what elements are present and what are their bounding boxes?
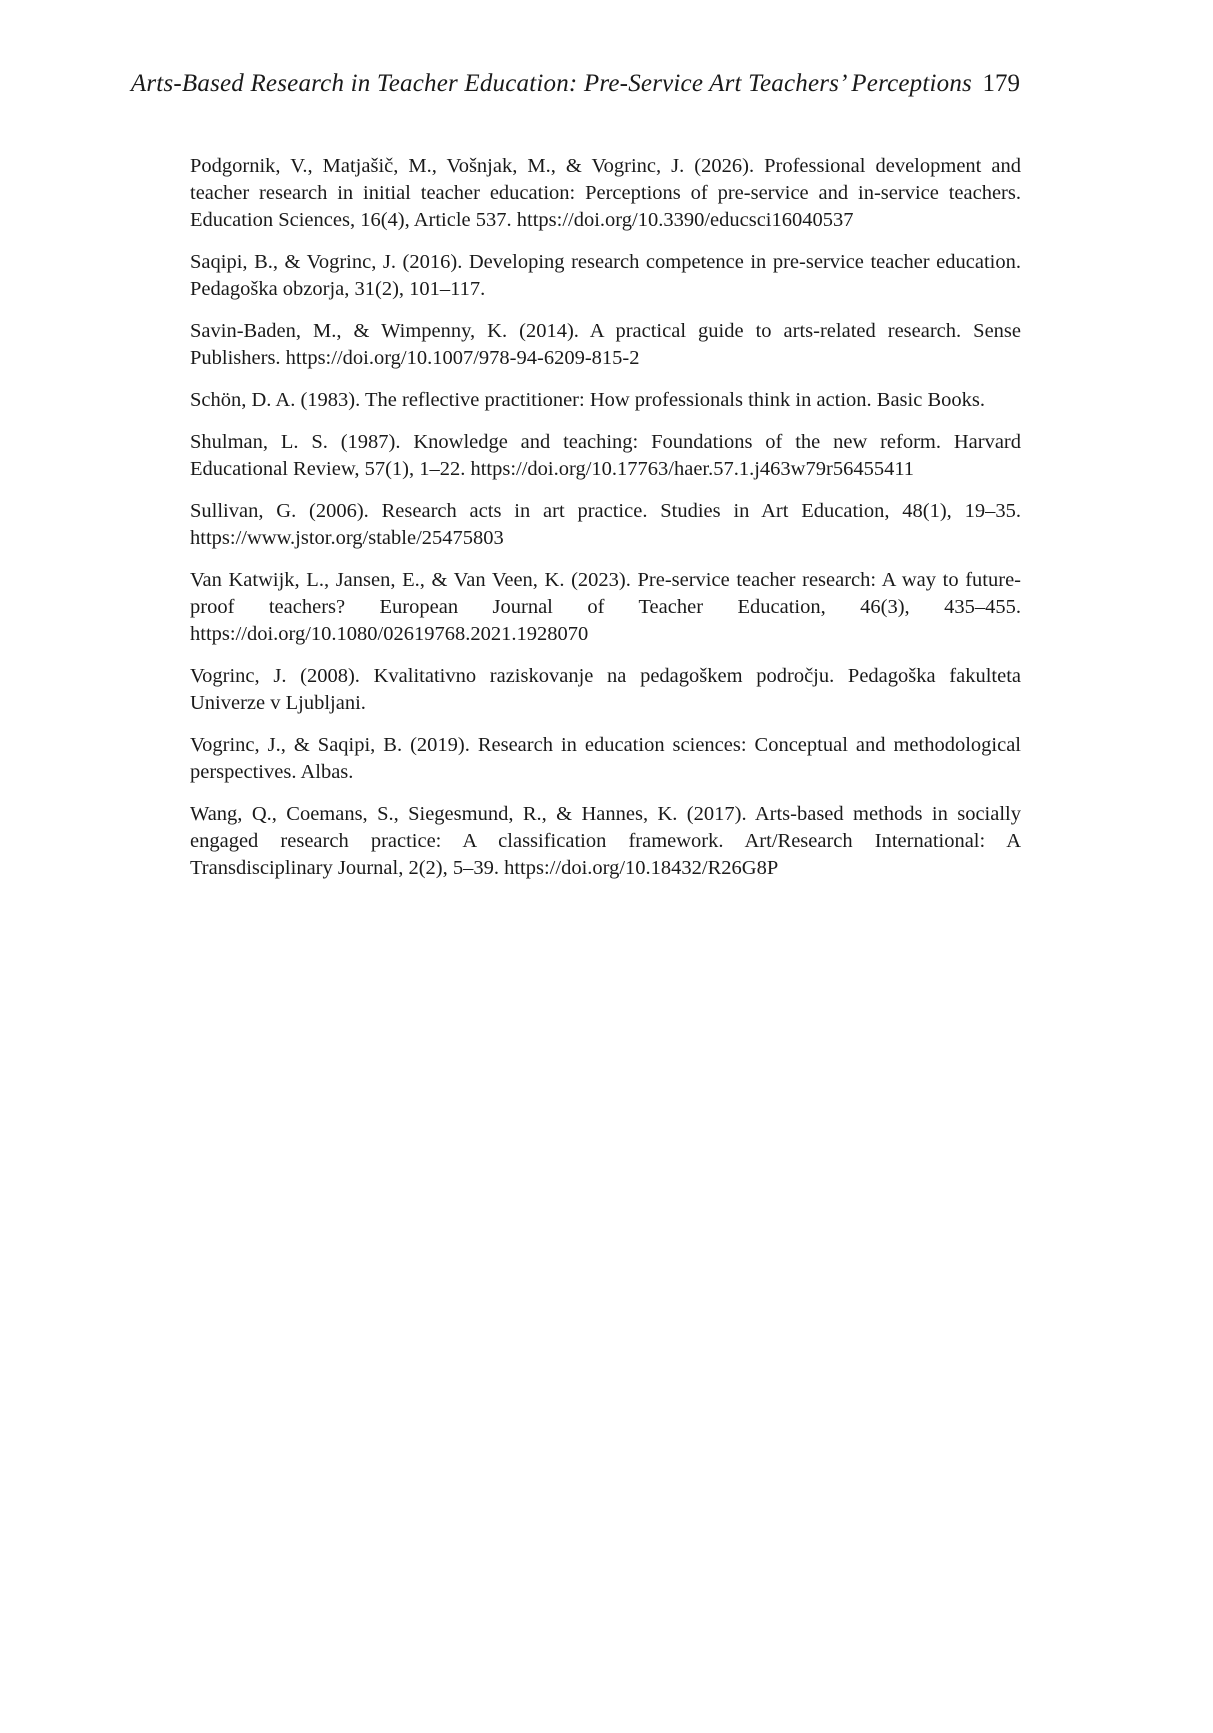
reference-item: Schön, D. A. (1983). The reflective practitioner: How professionals think in action. Basic Books. <box>190 389 985 411</box>
running-title: Arts-Based Research in Teacher Education: Pre-Service Art Teachers’ Perceptions <box>130 70 972 97</box>
reference-item: Vogrinc, J. (2008). Kvalitativno raziskovanje na pedagoškem področju. Pedagoška fakulteta Univerze v Ljubljani. <box>190 665 1021 714</box>
page-number: 179 <box>982 70 1020 97</box>
reference-list <box>190 153 1021 897</box>
reference-item: Van Katwijk, L., Jansen, E., & Van Veen, K. (2023). Pre-service teacher research: A way to future-proof teachers? European Journal of Teacher Education, 46(3), 435–455. https://doi.org/10.1080/02619768.2021.1928070 <box>190 569 1021 645</box>
reference-item: Wang, Q., Coemans, S., Siegesmund, R., & Hannes, K. (2017). Arts-based methods in socially engaged research practice: A classification framework. Art/Research International: A Transdisciplinary Journal, 2(2), 5–39. https://doi.org/10.18432/R26G8P <box>190 803 1021 879</box>
reference-item: Sullivan, G. (2006). Research acts in art practice. Studies in Art Education, 48(1), 19–35. https://www.jstor.org/stable/25475803 <box>190 500 1021 549</box>
reference-item: Podgornik, V., Matjašič, M., Vošnjak, M., & Vogrinc, J. (2026). Professional development and teacher research in initial teacher education: Perceptions of pre-service and in-service teachers. Education Sciences, 16(4), Article 537. https://doi.org/10.3390/educsci16040537 <box>190 155 1021 231</box>
reference-item: Vogrinc, J., & Saqipi, B. (2019). Research in education sciences: Conceptual and methodological perspectives. Albas. <box>190 734 1021 783</box>
running-header <box>130 70 1020 104</box>
reference-item: Saqipi, B., & Vogrinc, J. (2016). Developing research competence in pre-service teacher education. Pedagoška obzorja, 31(2), 101–117. <box>190 251 1021 300</box>
reference-item: Savin-Baden, M., & Wimpenny, K. (2014). A practical guide to arts-related research. Sense Publishers. https://doi.org/10.1007/978-94-6209-815-2 <box>190 320 1021 369</box>
reference-item: Shulman, L. S. (1987). Knowledge and teaching: Foundations of the new reform. Harvard Educational Review, 57(1), 1–22. https://doi.org/10.17763/haer.57.1.j463w79r56455411 <box>190 431 1021 480</box>
